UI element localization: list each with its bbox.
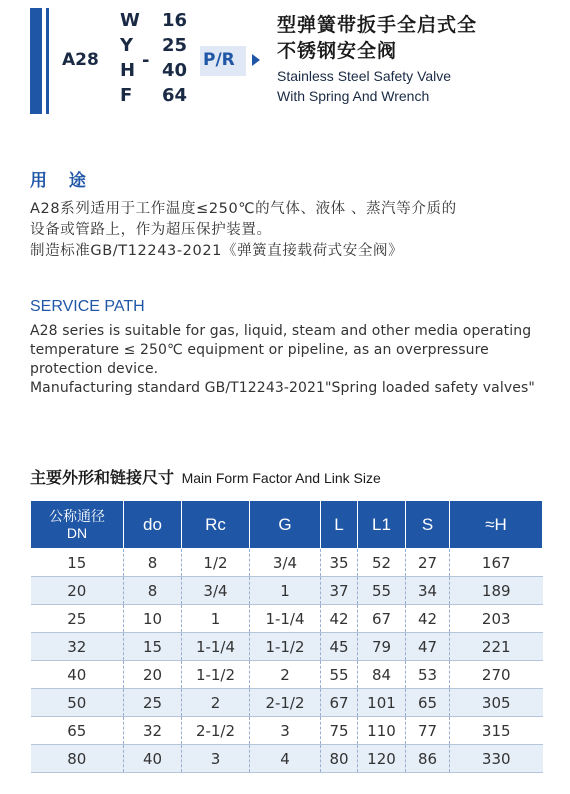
dimension-table [30,500,543,773]
accent-line [46,8,49,114]
cell-s: 77 [406,717,450,745]
table-row [31,661,543,689]
table-row [31,745,543,773]
usage-text [30,199,560,262]
pressure-ratings [162,8,187,108]
usage-line: 设备或管路上，作为超压保护装置。 [30,222,272,238]
service-heading: SERVICE PATH [30,298,145,315]
cell-g: 3/4 [250,549,321,577]
table-body [31,549,543,773]
pressure-rating: 64 [162,85,188,106]
cell-dn: 80 [31,745,124,773]
product-title-cn [277,12,477,64]
type-letters [120,8,140,108]
table-row [31,633,543,661]
cell-do: 25 [124,689,182,717]
cell-do: 8 [124,549,182,577]
model-code: A28 [62,50,99,70]
service-line: Manufacturing standard GB/T12243-2021"Spring loaded safety valves" [30,380,535,396]
col-header-dn [31,501,124,549]
col-header-l1: L1 [358,501,406,549]
cell-dn: 15 [31,549,124,577]
cell-dn: 50 [31,689,124,717]
pressure-rating: 40 [162,60,188,81]
accent-bar [30,8,42,114]
usage-line: 制造标准GB/T12243-2021《弹簧直接载荷式安全阀》 [30,243,404,259]
cell-rc: 2-1/2 [182,717,250,745]
cell-g: 1-1/2 [250,633,321,661]
cell-dn: 40 [31,661,124,689]
type-letter: F [120,85,133,106]
cell-h: 167 [450,549,543,577]
type-letter: Y [120,35,134,56]
cell-l: 55 [321,661,358,689]
col-header-h: ≈H [450,501,543,549]
table-row [31,577,543,605]
cell-l: 80 [321,745,358,773]
cell-s: 86 [406,745,450,773]
cell-h: 305 [450,689,543,717]
cell-s: 47 [406,633,450,661]
service-line: A28 series is suitable for gas, liquid, steam and other media operating [30,323,532,339]
cell-g: 4 [250,745,321,773]
col-header-s: S [406,501,450,549]
table-row [31,689,543,717]
table-header-row [31,501,543,549]
cell-l: 42 [321,605,358,633]
usage-heading: 用 途 [30,171,94,191]
cell-rc: 1-1/2 [182,661,250,689]
col-header-g: G [250,501,321,549]
cell-h: 330 [450,745,543,773]
cell-s: 27 [406,549,450,577]
pressure-rating: 16 [162,10,188,31]
cell-g: 1-1/4 [250,605,321,633]
cell-g: 1 [250,577,321,605]
cell-l1: 84 [358,661,406,689]
cell-l1: 79 [358,633,406,661]
cell-l1: 110 [358,717,406,745]
model-suffix: P/R [203,50,235,70]
col-header-rc: Rc [182,501,250,549]
cell-s: 65 [406,689,450,717]
table-row [31,717,543,745]
cell-l1: 120 [358,745,406,773]
cell-l: 67 [321,689,358,717]
cell-rc: 1 [182,605,250,633]
col-header-do: do [124,501,182,549]
cell-dn: 32 [31,633,124,661]
cell-l: 35 [321,549,358,577]
table-row [31,605,543,633]
title-en-line: With Spring And Wrench [277,88,430,104]
cell-do: 10 [124,605,182,633]
cell-rc: 3/4 [182,577,250,605]
table-row [31,549,543,577]
table-heading [30,465,381,488]
cell-l1: 67 [358,605,406,633]
cell-l1: 52 [358,549,406,577]
cell-do: 15 [124,633,182,661]
table-heading-cn: 主要外形和链接尺寸 [30,468,175,487]
cell-s: 53 [406,661,450,689]
cell-h: 270 [450,661,543,689]
cell-do: 32 [124,717,182,745]
service-line: protection device. [30,361,159,377]
col-header-l: L [321,501,358,549]
cell-rc: 3 [182,745,250,773]
title-en-line: Stainless Steel Safety Valve [277,68,452,84]
table-heading-en: Main Form Factor And Link Size [181,470,381,486]
cell-l: 37 [321,577,358,605]
cell-rc: 1/2 [182,549,250,577]
col-header-dn-cn: 公称通径 [49,507,105,524]
title-cn-line: 不锈钢安全阀 [277,40,398,62]
cell-rc: 1-1/4 [182,633,250,661]
cell-h: 221 [450,633,543,661]
cell-l: 45 [321,633,358,661]
pressure-rating: 25 [162,35,188,56]
cell-s: 34 [406,577,450,605]
cell-rc: 2 [182,689,250,717]
cell-dn: 65 [31,717,124,745]
cell-h: 203 [450,605,543,633]
cell-l1: 101 [358,689,406,717]
cell-s: 42 [406,605,450,633]
model-dash: - [142,50,150,71]
cell-dn: 25 [31,605,124,633]
cell-l1: 55 [358,577,406,605]
cell-h: 189 [450,577,543,605]
cell-do: 40 [124,745,182,773]
service-line: temperature ≤ 250℃ equipment or pipeline, as an overpressure [30,342,489,358]
product-title-en [277,66,451,106]
triangle-arrow-icon [252,54,260,66]
title-cn-line: 型弹簧带扳手全启式全 [277,14,478,36]
cell-do: 20 [124,661,182,689]
type-letter: H [120,60,136,81]
service-text [30,322,565,398]
type-letter: W [120,10,140,31]
usage-line: A28系列适用于工作温度≤250℃的气体、液体 、蒸汽等介质的 [30,201,457,217]
cell-dn: 20 [31,577,124,605]
cell-g: 3 [250,717,321,745]
col-header-dn-en: DN [66,524,88,541]
cell-l: 75 [321,717,358,745]
cell-h: 315 [450,717,543,745]
cell-do: 8 [124,577,182,605]
cell-g: 2 [250,661,321,689]
cell-g: 2-1/2 [250,689,321,717]
